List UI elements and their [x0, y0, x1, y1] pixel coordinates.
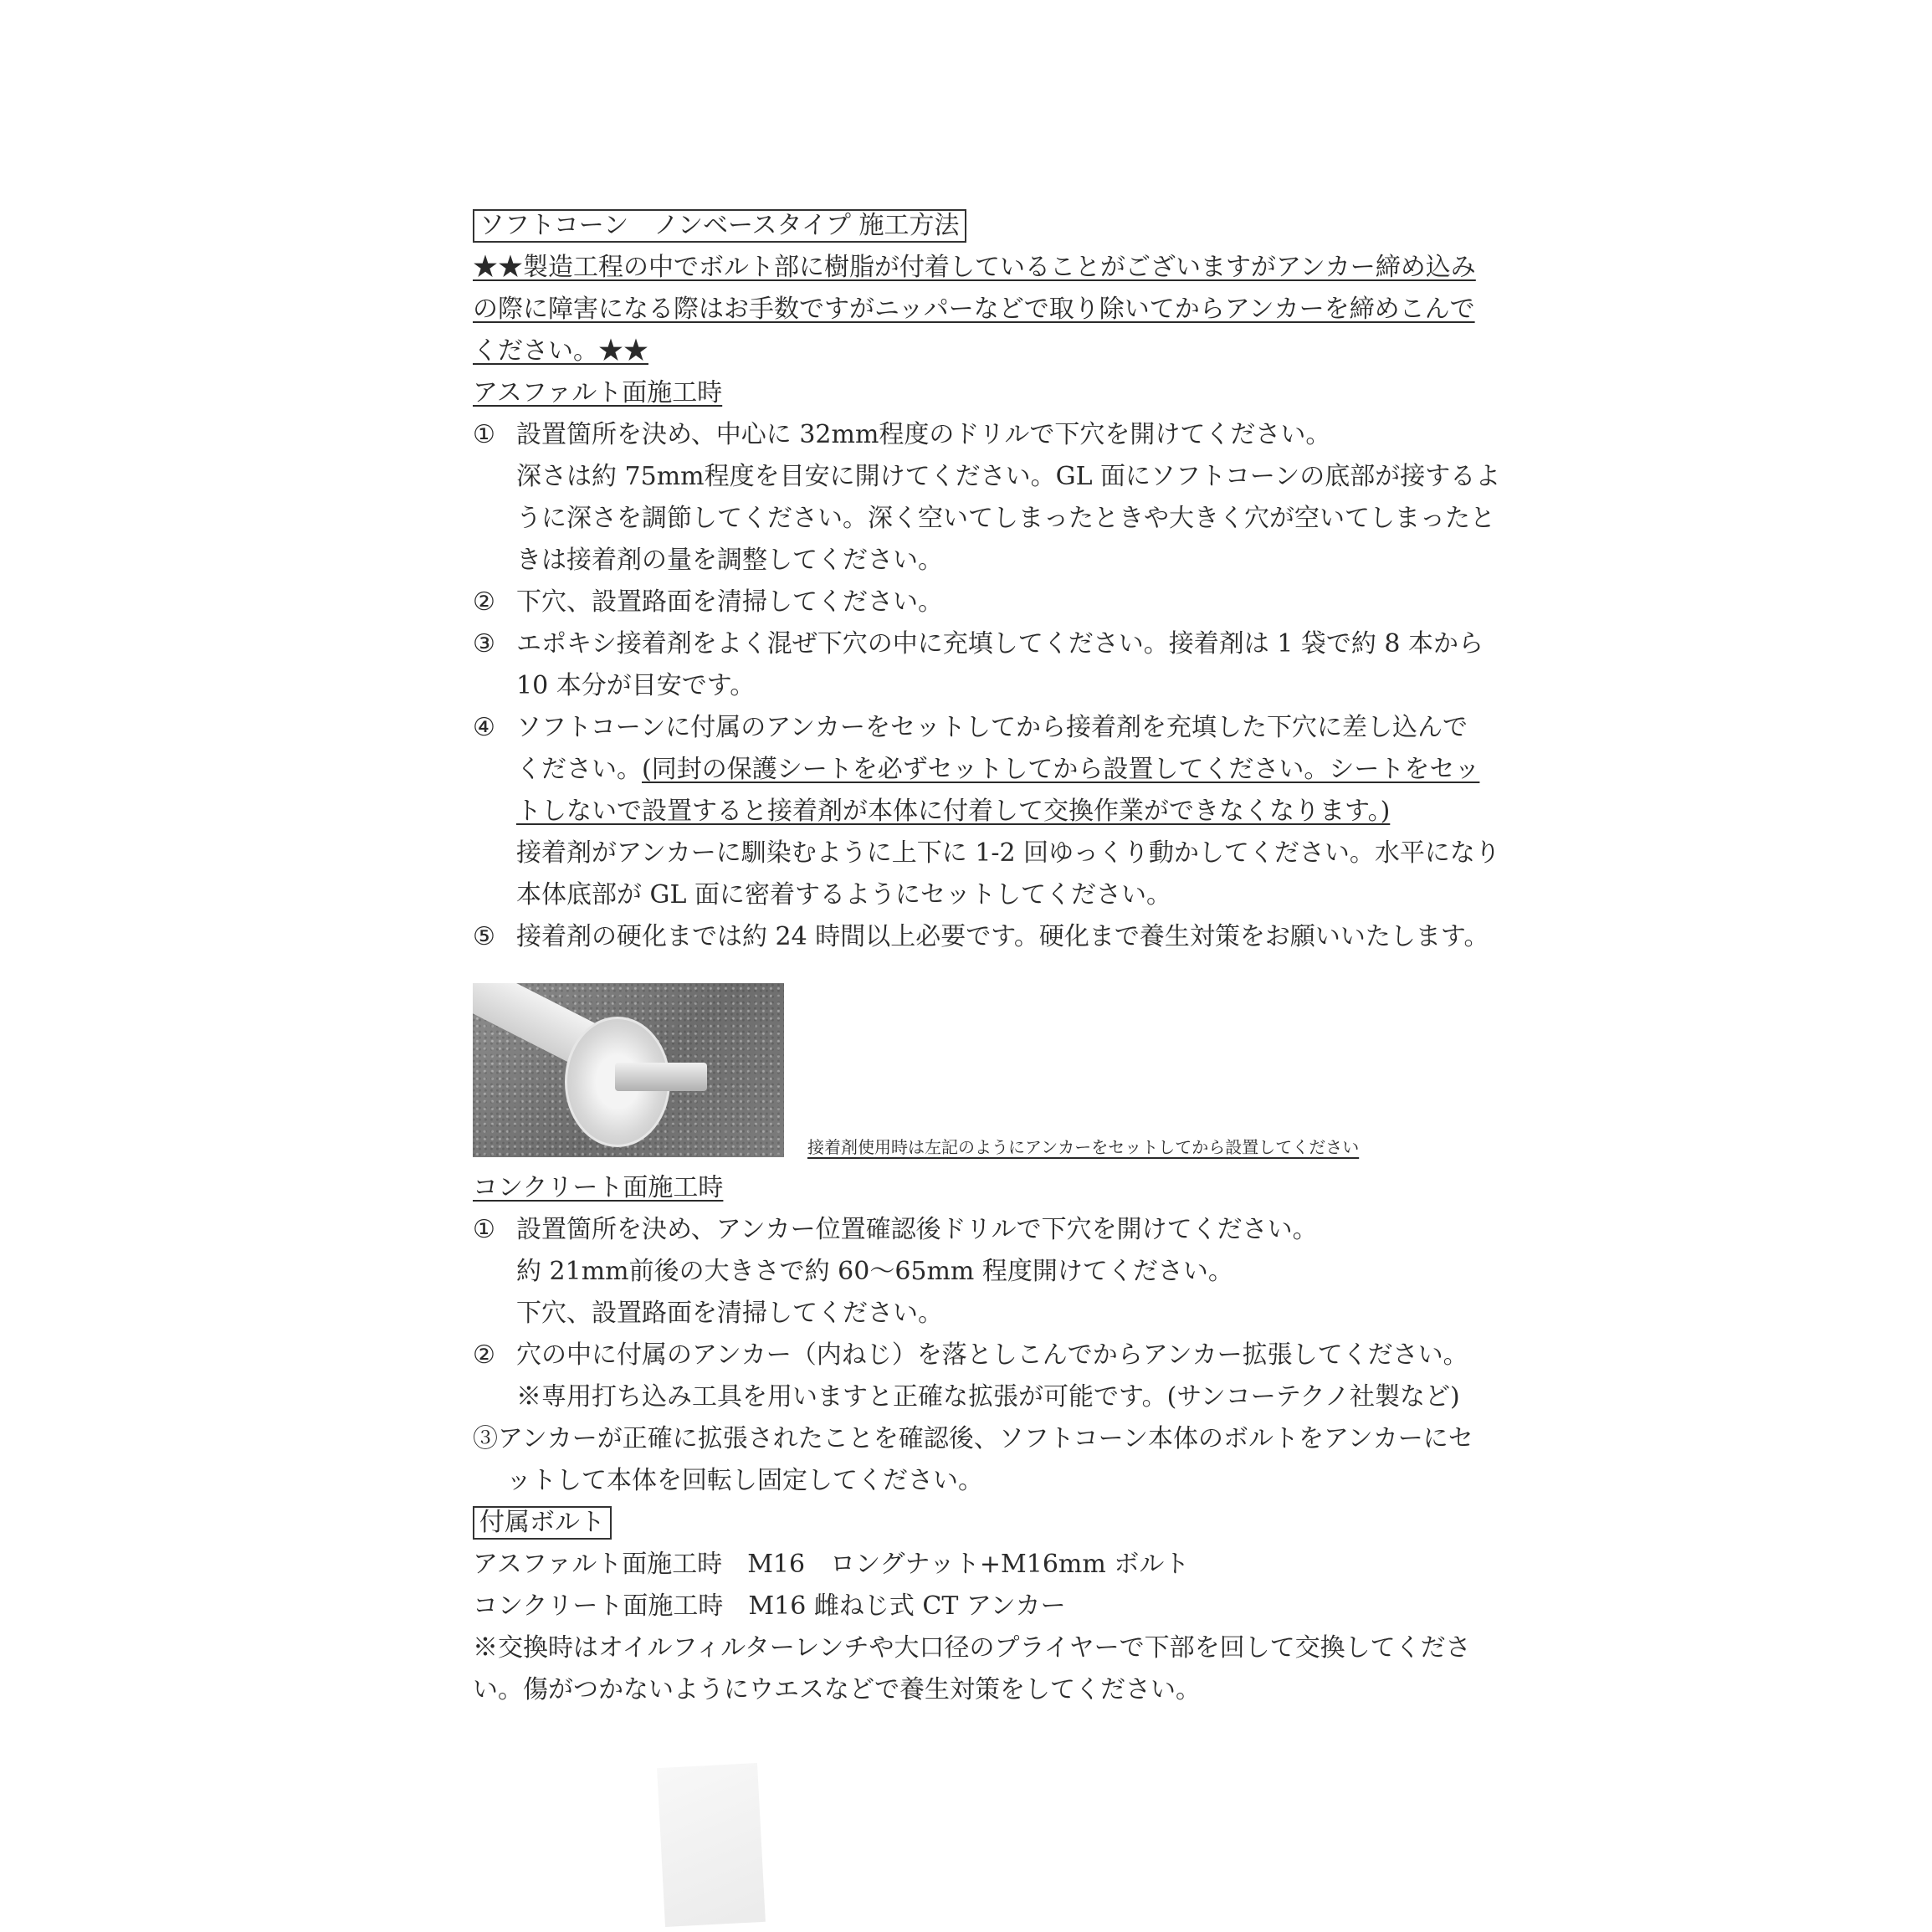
concrete-step-1: [473, 1213, 1318, 1247]
step-text: エポキシ接着剤をよく混ぜ下穴の中に充填してください。接着剤は 1 袋で約 8 本から: [516, 629, 1484, 659]
step-number: ②: [473, 587, 495, 617]
bolts-heading-line: [473, 1506, 612, 1540]
concrete-step-3: ③アンカーが正確に拡張されたことを確認後、ソフトコーン本体のボルトをアンカーにセ: [473, 1424, 1473, 1453]
concrete-step-1-line-2: 約 21mm前後の大きさで約 60～65mm 程度開けてください。: [516, 1257, 1233, 1286]
asphalt-step-4-line-3: トしないで設置すると接着剤が本体に付着して交換作業ができなくなります。): [516, 797, 1391, 826]
exchange-note-line-1: ※交換時はオイルフィルターレンチや大口径のプライヤーで下部を回して交換してくださ: [473, 1633, 1471, 1663]
step-text: 接着剤の硬化までは約 24 時間以上必要です。硬化まで養生対策をお願いいたします。: [516, 922, 1489, 951]
asphalt-step-1-line-2: 深さは約 75mm程度を目安に開けてください。GL 面にソフトコーンの底部が接するよ: [516, 462, 1501, 491]
step-text: 設置箇所を決め、中心に 32mm程度のドリルで下穴を開けてください。: [516, 420, 1331, 449]
protective-sheet-warning: (同封の保護シートを必ずセットしてから設置してください。シートをセッ: [642, 755, 1480, 784]
concrete-step-2-line-2: ※専用打ち込み工具を用いますと正確な拡張が可能です。(サンコーテクノ社製など): [516, 1382, 1460, 1412]
step-text: ください。: [516, 755, 642, 784]
page-title: ソフトコーン ノンベースタイプ 施工方法: [473, 209, 966, 243]
step-number: ⑤: [473, 922, 495, 951]
asphalt-step-3-line-2: 10 本分が目安です。: [516, 671, 756, 700]
concrete-heading: コンクリート面施工時: [473, 1173, 724, 1202]
anchor-bolt: [615, 1063, 707, 1091]
asphalt-step-4: [473, 711, 1468, 745]
asphalt-step-4-line-2: [516, 753, 1479, 787]
step-number: ③: [473, 629, 495, 659]
step-text: 設置箇所を決め、アンカー位置確認後ドリルで下穴を開けてください。: [516, 1215, 1318, 1244]
concrete-step-1-line-3: 下穴、設置路面を清掃してください。: [516, 1299, 943, 1328]
step-text: 穴の中に付属のアンカー（内ねじ）を落としこんでからアンカー拡張してください。: [516, 1340, 1468, 1370]
step-number: ①: [473, 420, 495, 449]
tape-mark: [657, 1763, 766, 1927]
asphalt-step-5: [473, 920, 1489, 954]
asphalt-step-2: [473, 586, 943, 619]
notice-line-1: ★★製造工程の中でボルト部に樹脂が付着していることがございますがアンカー締め込み: [473, 253, 1476, 282]
step-text: 下穴、設置路面を清掃してください。: [516, 587, 943, 617]
step-number: ④: [473, 713, 495, 742]
asphalt-step-1: [473, 418, 1330, 452]
concrete-step-3-line-2: ットして本体を回転し固定してください。: [506, 1466, 983, 1495]
asphalt-heading: アスファルト面施工時: [473, 378, 723, 407]
step-text: ソフトコーンに付属のアンカーをセットしてから接着剤を充填した下穴に差し込んで: [516, 713, 1468, 742]
asphalt-step-4-line-5: 本体底部が GL 面に密着するようにセットしてください。: [516, 880, 1171, 910]
notice-line-3: ください。★★: [473, 336, 648, 366]
bolts-asphalt: アスファルト面施工時 M16 ロングナット+M16mm ボルト: [473, 1550, 1190, 1579]
asphalt-step-4-line-4: 接着剤がアンカーに馴染むように上下に 1-2 回ゆっくり動かしてください。水平になり: [516, 838, 1500, 868]
title-line: [473, 209, 966, 243]
asphalt-step-3: [473, 628, 1484, 661]
concrete-step-2: [473, 1339, 1468, 1372]
anchor-photo: [473, 983, 784, 1157]
notice-line-2: の際に障害になる際はお手数ですがニッパーなどで取り除いてからアンカーを締めこんで: [473, 295, 1475, 324]
asphalt-step-1-line-3: うに深さを調節してください。深く空いてしまったときや大きく穴が空いてしまったと: [516, 504, 1495, 533]
bolts-concrete: コンクリート面施工時 M16 雌ねじ式 CT アンカー: [473, 1591, 1066, 1621]
step-number: ①: [473, 1215, 495, 1244]
exchange-note-line-2: い。傷がつかないようにウエスなどで養生対策をしてください。: [473, 1675, 1201, 1704]
photo-caption: 接着剤使用時は左記のようにアンカーをセットしてから設置してください: [807, 1137, 1360, 1157]
step-number: ②: [473, 1340, 495, 1370]
bolts-heading: 付属ボルト: [473, 1506, 612, 1540]
asphalt-step-1-line-4: きは接着剤の量を調整してください。: [516, 546, 943, 575]
